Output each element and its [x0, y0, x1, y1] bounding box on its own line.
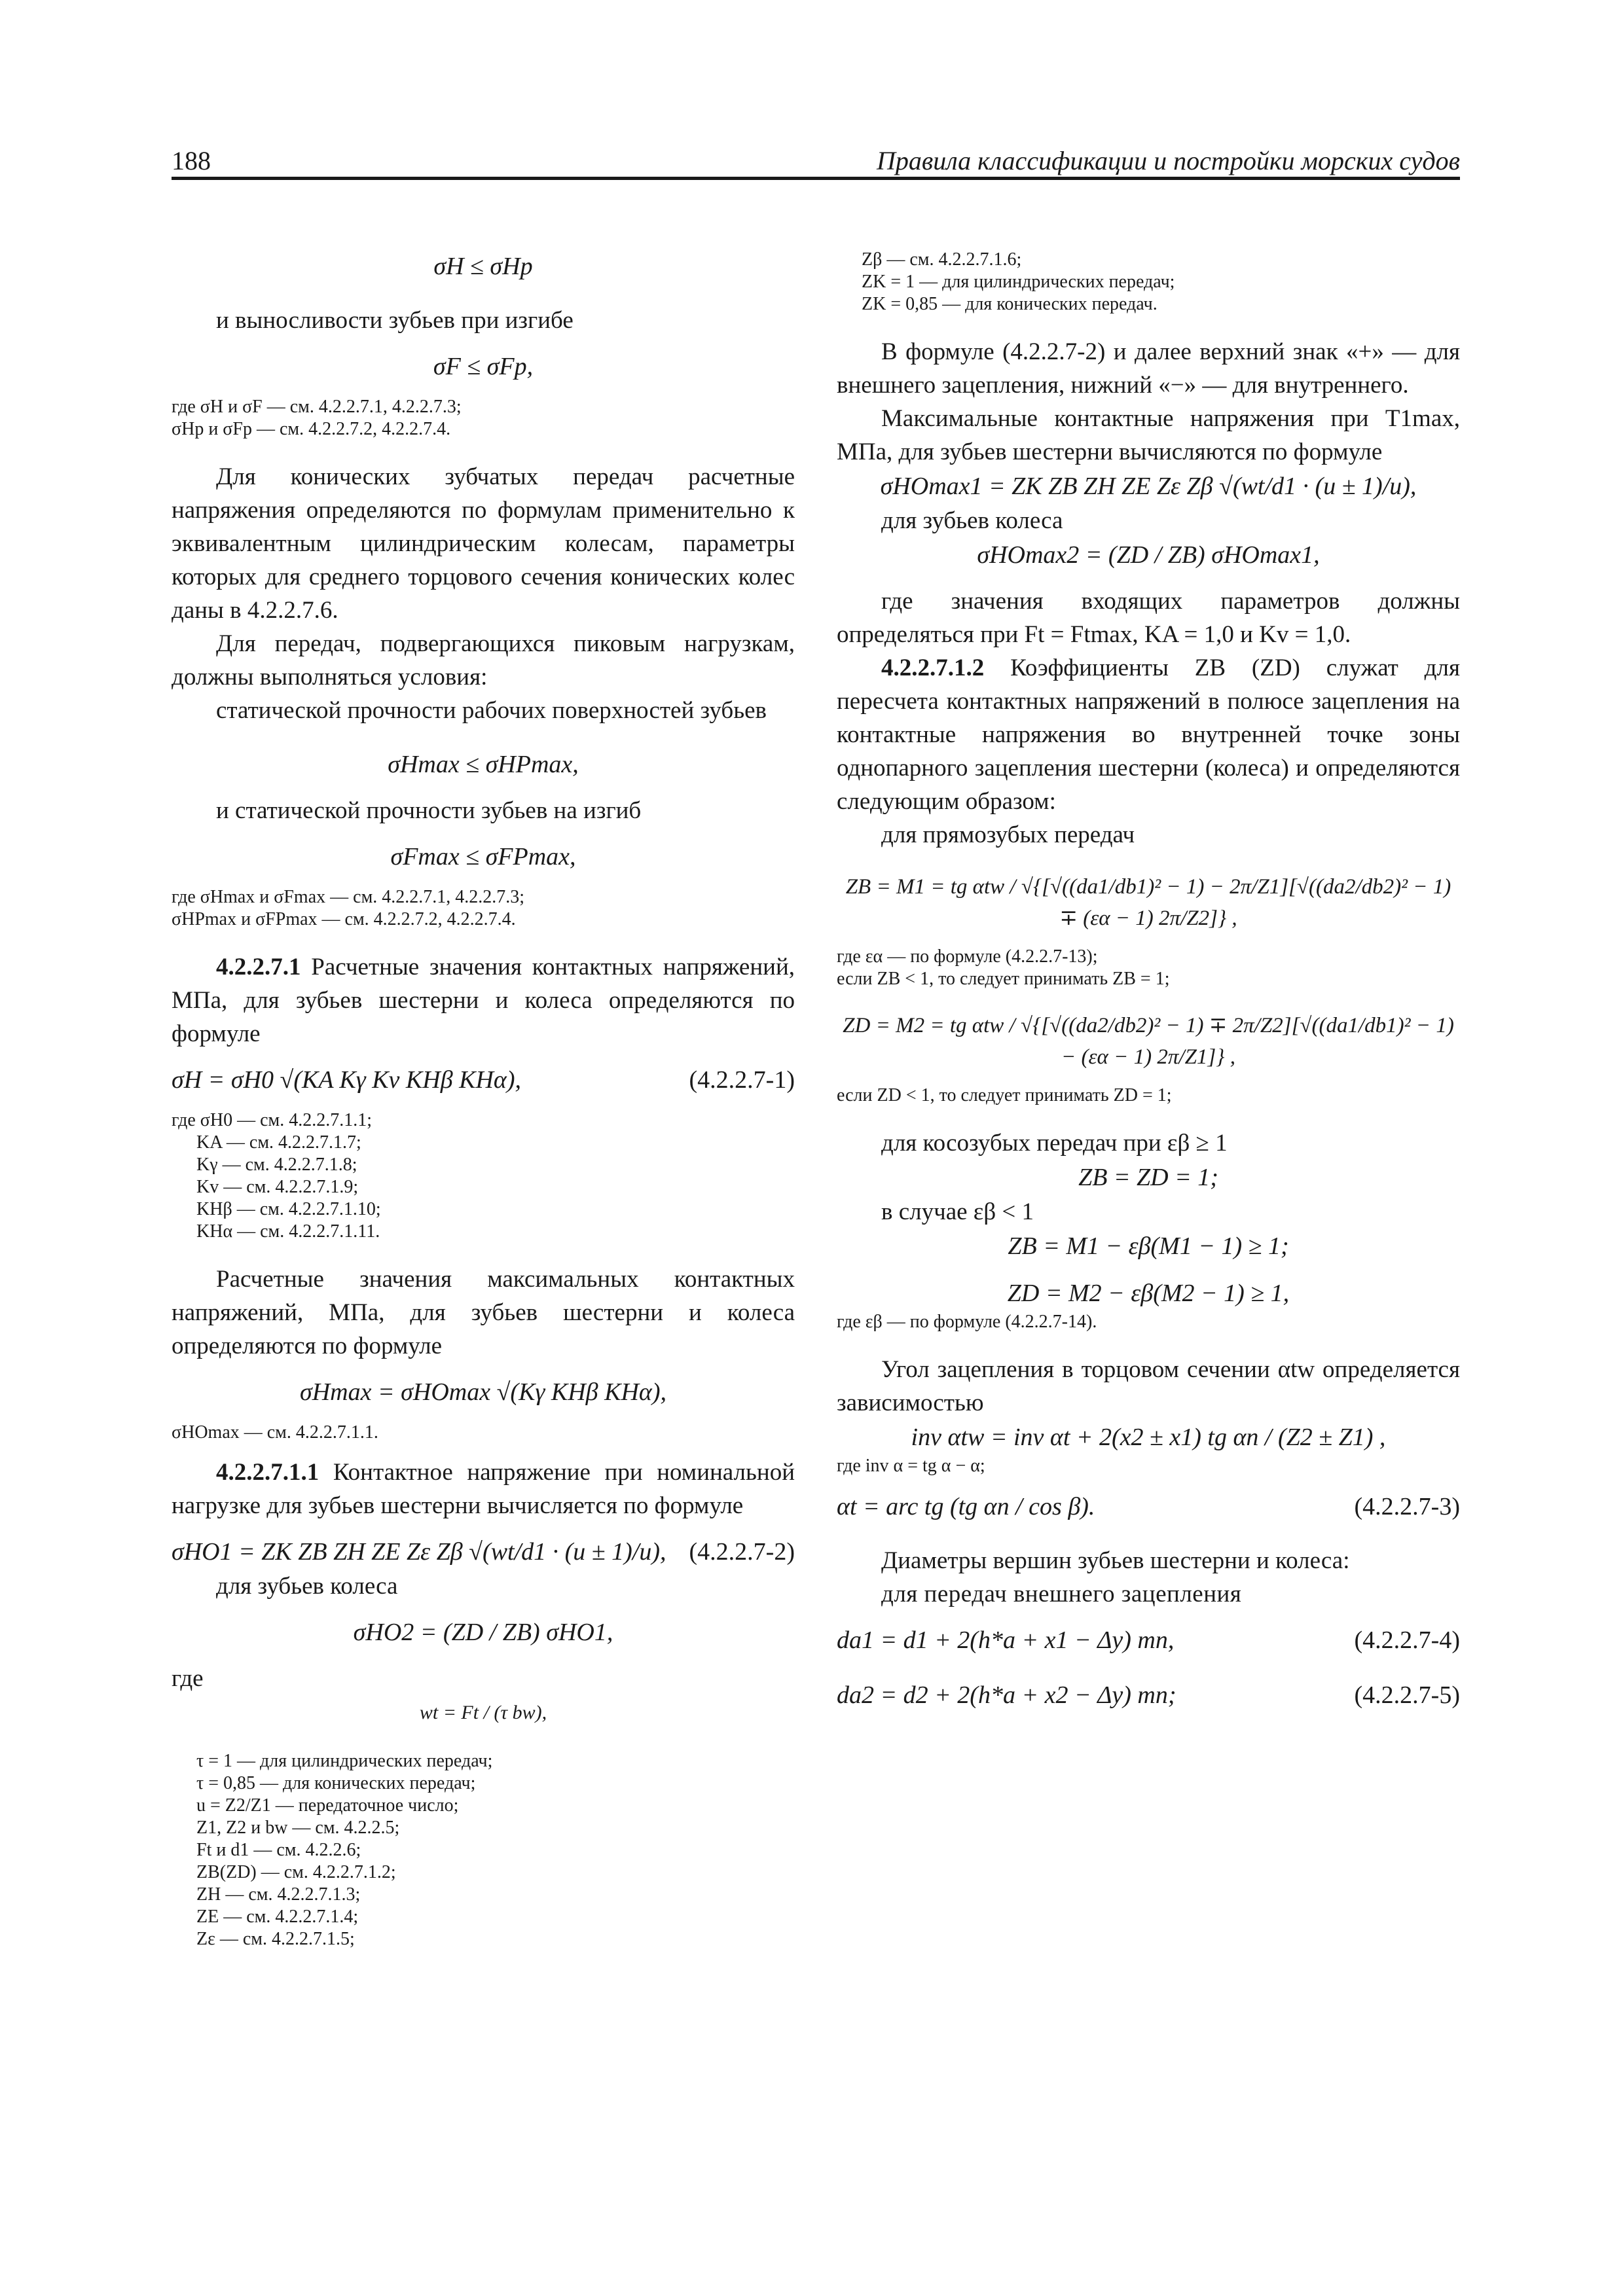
- section-number: 4.2.2.7.1.1: [216, 1459, 319, 1486]
- section-paragraph: [172, 950, 795, 1050]
- note: Z1, Z2 и bw — см. 4.2.2.5;: [196, 1818, 400, 1838]
- paragraph: В формуле (4.2.2.7-2) и далее верхний знак «+» — для внешнего зацепления, нижний «−» — для внутреннего.: [837, 338, 1460, 399]
- section-text: Контактное напряжение при номинальной нагрузке для зубьев шестерни вычисляется по формуле: [172, 1459, 795, 1519]
- formula: σHO2 = (ZD / ZB) σHO1,: [353, 1619, 613, 1646]
- paragraph: для зубьев колеса: [881, 507, 1063, 534]
- equation-number: (4.2.2.7-2): [689, 1538, 795, 1566]
- formula: inv αtw = inv αt + 2(x2 ± x1) tg αn / (Z2 ± Z1) ,: [911, 1424, 1386, 1451]
- note: τ = 1 — для цилиндрических передач;: [196, 1751, 493, 1771]
- numbered-equation: [837, 1489, 1460, 1524]
- note: KHα — см. 4.2.2.7.1.11.: [196, 1221, 380, 1242]
- right-column: [837, 249, 1460, 1713]
- paragraph: где значения входящих параметров должны определяться при Ft = Ftmax, KA = 1,0 и Kv = 1,0.: [837, 588, 1460, 648]
- note: ZH — см. 4.2.2.7.1.3;: [196, 1884, 361, 1905]
- note: если ZB < 1, то следует принимать ZB = 1;: [837, 969, 1170, 989]
- note: ZB(ZD) — см. 4.2.2.7.1.2;: [196, 1862, 396, 1882]
- paragraph: для прямозубых передач: [881, 821, 1135, 848]
- note: где εβ — по формуле (4.2.2.7-14).: [837, 1312, 1097, 1332]
- formula: ZD = M2 = tg αtw / √{[√((da2/db2)² − 1) ∓ 2π/Z2][√((da1/db1)² − 1) − (εα − 1) 2π/Z1]} ,: [843, 1014, 1454, 1069]
- section-number: 4.2.2.7.1.2: [881, 655, 985, 681]
- numbered-equation: [837, 1677, 1460, 1713]
- formula: ZD = M2 − εβ(M2 − 1) ≥ 1,: [1007, 1280, 1290, 1307]
- formula: ZB = M1 − εβ(M1 − 1) ≥ 1;: [1008, 1232, 1289, 1260]
- paragraph: для зубьев колеса: [216, 1573, 398, 1600]
- formula: σH ≤ σHp: [433, 253, 533, 280]
- page-header: [172, 145, 1460, 179]
- paragraph: для косозубых передач при εβ ≥ 1: [881, 1130, 1228, 1157]
- paragraph: где: [172, 1665, 204, 1692]
- note: Zβ — см. 4.2.2.7.1.6;: [862, 249, 1022, 270]
- note: ZK = 1 — для цилиндрических передач;: [862, 272, 1175, 292]
- formula: σHmax = σHOmax √(Kγ KHβ KHα),: [300, 1378, 666, 1406]
- paragraph: и выносливости зубьев при изгибе: [216, 307, 574, 334]
- note: где εα — по формуле (4.2.2.7-13);: [837, 946, 1098, 967]
- formula: σF ≤ σFp,: [433, 353, 534, 380]
- note: σHOmax — см. 4.2.2.7.1.1.: [172, 1422, 378, 1443]
- note: Ft и d1 — см. 4.2.2.6;: [196, 1840, 361, 1860]
- page-number: 188: [172, 146, 211, 175]
- equation: σHO1 = ZK ZB ZH ZE Zε Zβ √(wt/d1 · (u ± 1)/u),: [172, 1538, 666, 1566]
- section-paragraph: [837, 651, 1460, 818]
- paragraph: Угол зацепления в торцовом сечении αtw определяется зависимостью: [837, 1356, 1460, 1416]
- note: ZK = 0,85 — для конических передач.: [862, 294, 1158, 314]
- numbered-equation: [837, 1623, 1460, 1658]
- equation: da2 = d2 + 2(h*a + x2 − Δy) mn;: [837, 1681, 1176, 1709]
- note: Kγ — см. 4.2.2.7.1.8;: [196, 1155, 357, 1175]
- paragraph: в случае εβ < 1: [881, 1198, 1034, 1225]
- note: σHPmax и σFPmax — см. 4.2.2.7.2, 4.2.2.7.4.: [172, 909, 516, 929]
- paragraph: Максимальные контактные напряжения при T1max, МПа, для зубьев шестерни вычисляются по формуле: [837, 405, 1460, 465]
- note: ZE — см. 4.2.2.7.1.4;: [196, 1907, 359, 1927]
- note: KA — см. 4.2.2.7.1.7;: [196, 1132, 361, 1153]
- running-title: Правила классификации и постройки морских судов: [876, 146, 1460, 175]
- formula: ZB = ZD = 1;: [1078, 1164, 1218, 1191]
- note: где inv α = tg α − α;: [837, 1456, 985, 1476]
- equation-number: (4.2.2.7-4): [1354, 1626, 1460, 1654]
- header-rule: [172, 177, 1460, 180]
- note: Kv — см. 4.2.2.7.1.9;: [196, 1177, 359, 1197]
- formula: σHOmax1 = ZK ZB ZH ZE Zε Zβ √(wt/d1 · (u ± 1)/u),: [880, 473, 1417, 500]
- equation: αt = arc tg (tg αn / cos β).: [837, 1493, 1095, 1520]
- section-text: Коэффициенты ZB (ZD) служат для пересчета контактных напряжений в полюсе зацепления на контактные напряжения во внутренней точке зоны однопарного зацепления шестерни (колеса) и определяются следующим образом:: [837, 655, 1460, 815]
- note: Zε — см. 4.2.2.7.1.5;: [196, 1929, 355, 1949]
- equation-number: (4.2.2.7-5): [1354, 1681, 1460, 1709]
- formula: σFmax ≤ σFPmax,: [390, 843, 576, 870]
- formula: σHmax ≤ σHPmax,: [388, 751, 579, 778]
- equation-number: (4.2.2.7-3): [1354, 1493, 1460, 1520]
- section-number: 4.2.2.7.1: [216, 954, 301, 980]
- section-paragraph: [172, 1456, 795, 1522]
- paragraph: Для конических зубчатых передач расчетные напряжения определяются по формулам применительно к эквивалентным цилиндрическим колесам, параметры которых для среднего торцового сечения конических колес даны в 4.2.2.7.6.: [172, 463, 795, 624]
- paragraph: Расчетные значения максимальных контактных напряжений, МПа, для зубьев шестерни и колеса определяются по формуле: [172, 1266, 795, 1359]
- section-text: Расчетные значения контактных напряжений, МПа, для зубьев шестерни и колеса определяются по формуле: [172, 954, 795, 1047]
- paragraph: и статической прочности зубьев на изгиб: [216, 797, 642, 824]
- formula: wt = Ft / (τ bw),: [419, 1702, 547, 1723]
- note: где σH0 — см. 4.2.2.7.1.1;: [172, 1110, 373, 1130]
- numbered-equation: [172, 1534, 795, 1570]
- note: где σH и σF — см. 4.2.2.7.1, 4.2.2.7.3;: [172, 397, 462, 417]
- equation: da1 = d1 + 2(h*a + x1 − Δy) mn,: [837, 1626, 1175, 1654]
- left-column: [172, 249, 795, 1950]
- note: KHβ — см. 4.2.2.7.1.10;: [196, 1199, 381, 1219]
- paragraph: для передач внешнего зацепления: [881, 1581, 1242, 1607]
- paragraph: статической прочности рабочих поверхностей зубьев: [216, 697, 767, 724]
- note: где σHmax и σFmax — см. 4.2.2.7.1, 4.2.2.7.3;: [172, 887, 525, 907]
- formula: σHOmax2 = (ZD / ZB) σHOmax1,: [977, 541, 1320, 569]
- formula: ZB = M1 = tg αtw / √{[√((da1/db1)² − 1) − 2π/Z1][√((da2/db2)² − 1) ∓ (εα − 1) 2π/Z2]} ,: [845, 875, 1451, 930]
- paragraph: Диаметры вершин зубьев шестерни и колеса:: [881, 1547, 1350, 1574]
- equation: σH = σH0 √(KA Kγ Kv KHβ KHα),: [172, 1066, 522, 1094]
- equation-number: (4.2.2.7-1): [689, 1066, 795, 1094]
- note: σHp и σFp — см. 4.2.2.7.2, 4.2.2.7.4.: [172, 419, 451, 439]
- note: τ = 0,85 — для конических передач;: [196, 1773, 476, 1793]
- note: u = Z2/Z1 — передаточное число;: [196, 1795, 459, 1816]
- note: если ZD < 1, то следует принимать ZD = 1;: [837, 1085, 1172, 1105]
- numbered-equation: [172, 1062, 795, 1098]
- paragraph: Для передач, подвергающихся пиковым нагрузкам, должны выполняться условия:: [172, 630, 795, 691]
